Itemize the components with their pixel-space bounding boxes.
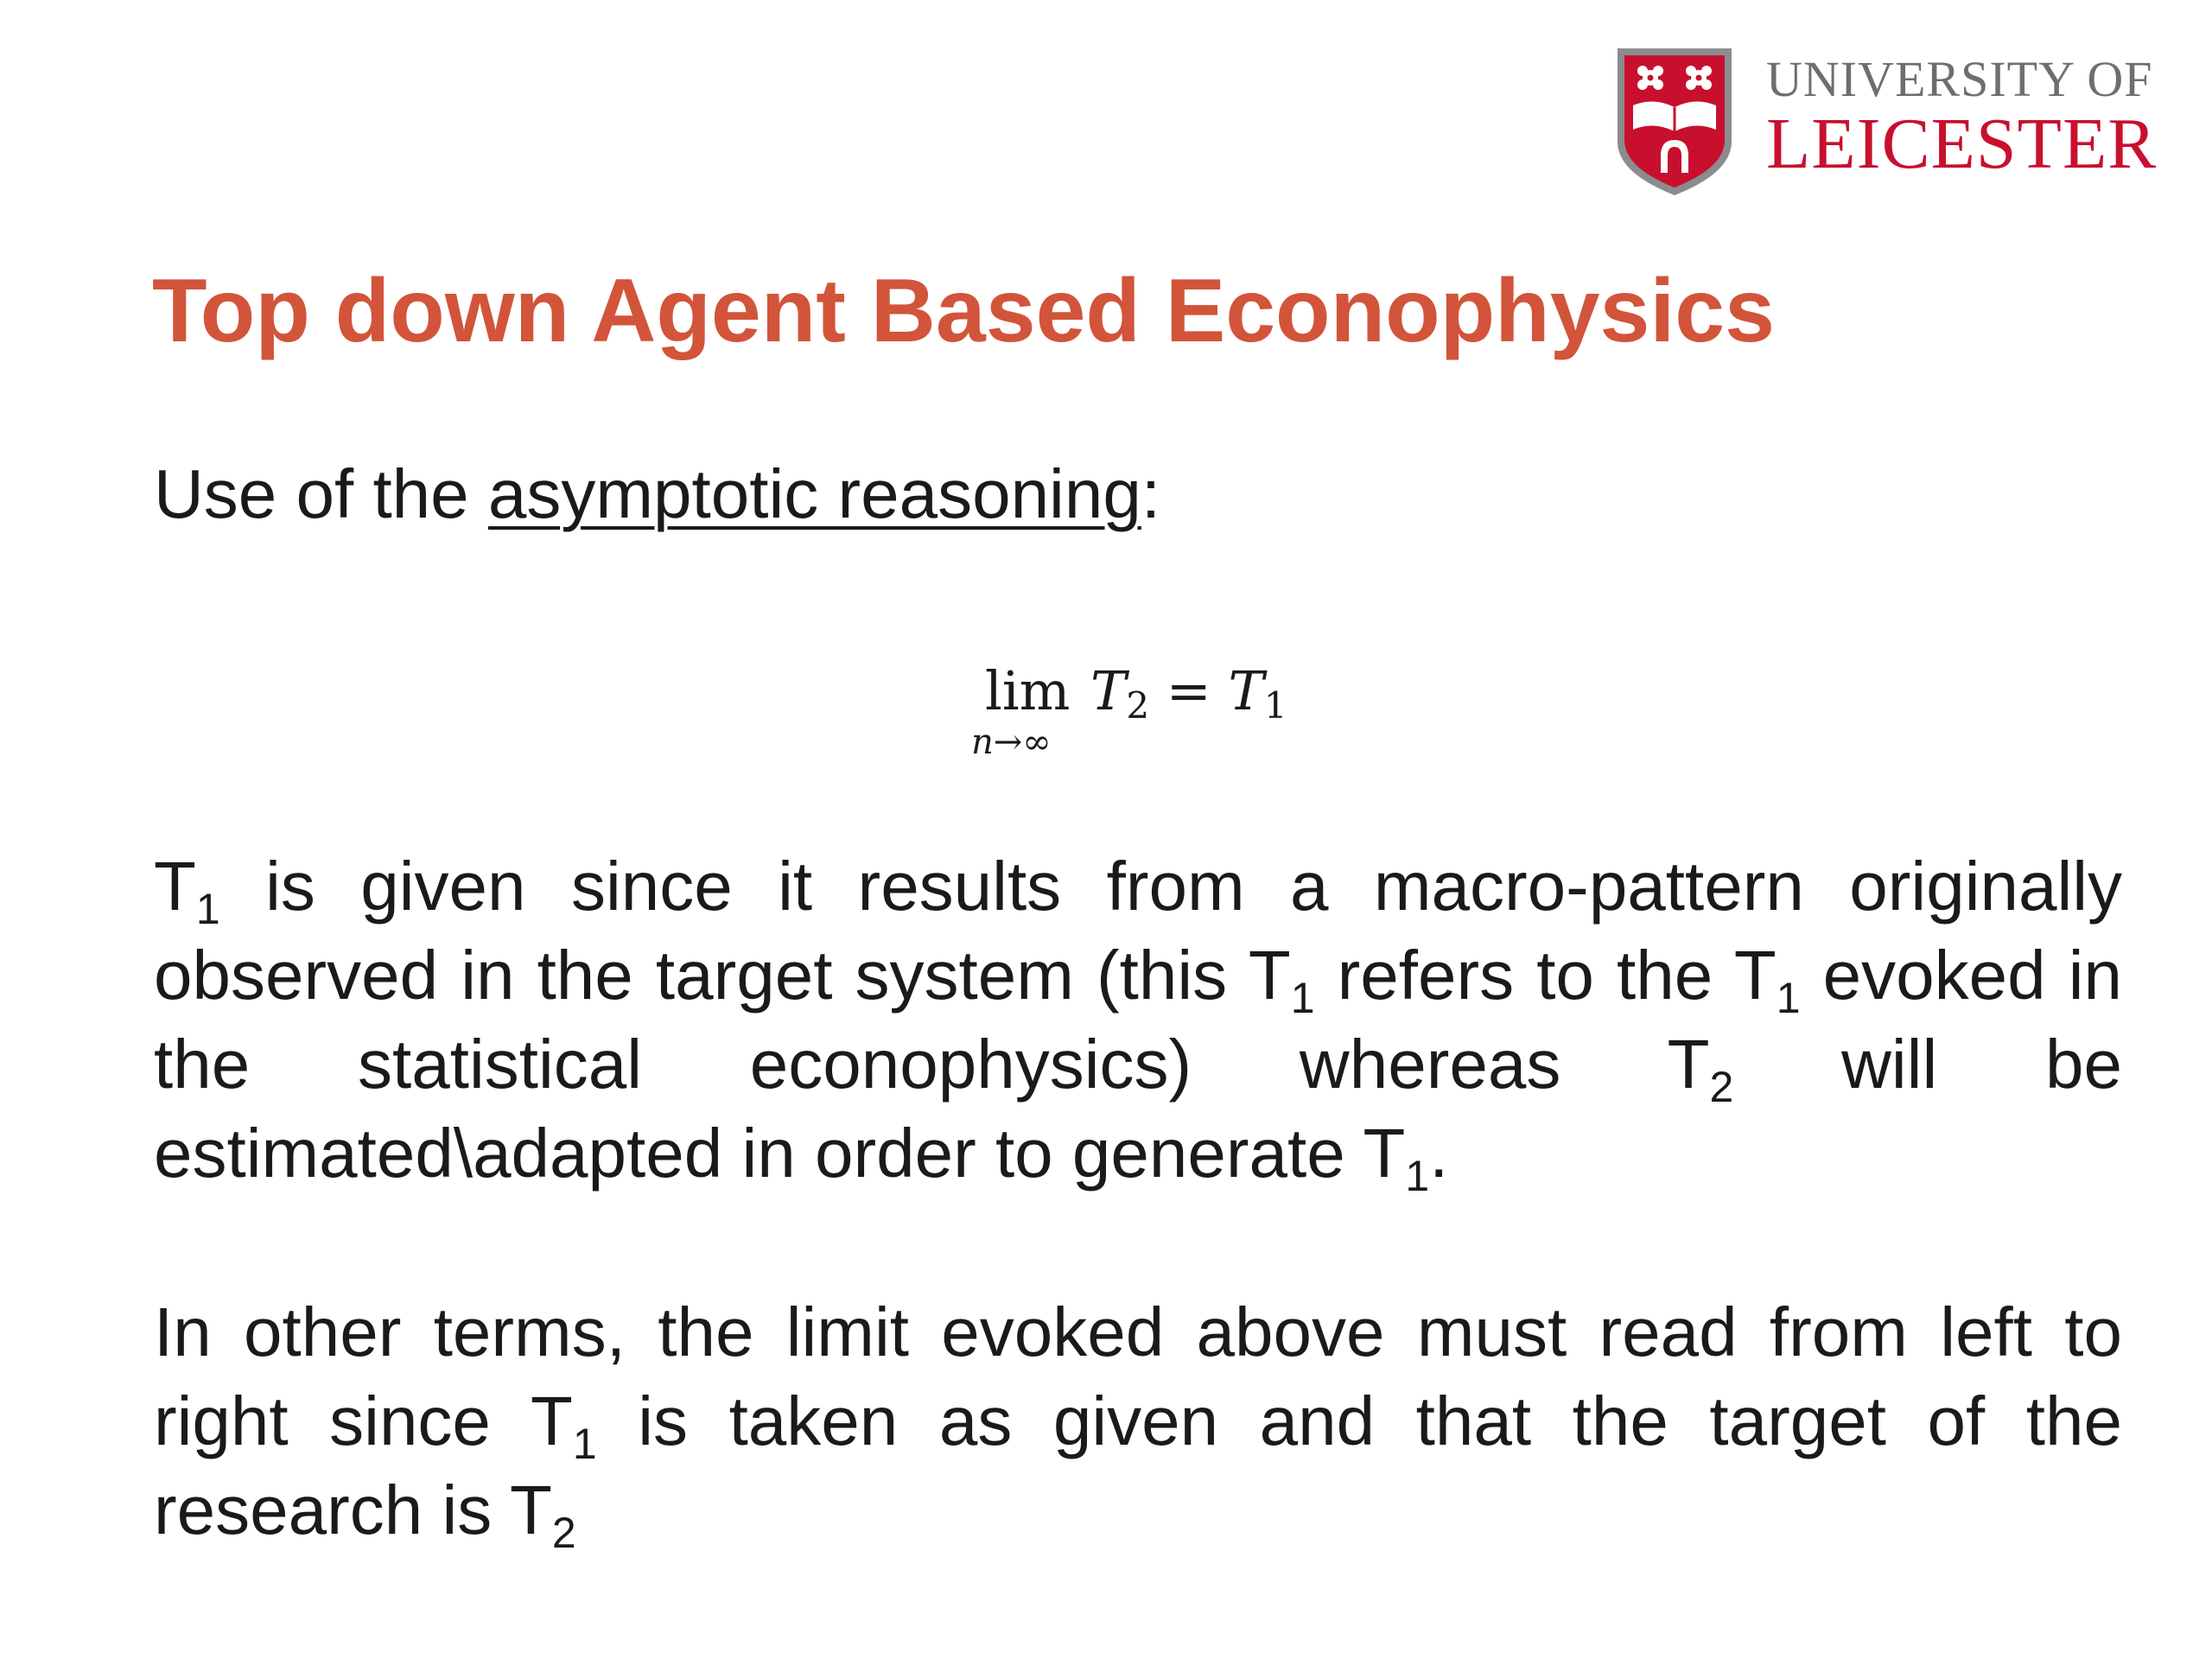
para1-text: will be estimated\adapted in order to generate T: [154, 1026, 2122, 1192]
para1-sub: 1: [1776, 974, 1801, 1022]
logo-line-leicester: LEICESTER: [1766, 104, 2158, 184]
para1-sub: 1: [1290, 974, 1315, 1022]
equation-rhs-var: T: [1228, 659, 1264, 722]
para1-text: is given since it results from a macro-pattern originally observed in the target system (this T: [154, 848, 2122, 1014]
equation-body: [1090, 657, 1287, 741]
equation-lhs-var: T: [1090, 659, 1127, 722]
limit-equation: [950, 657, 1348, 786]
slide-title: Top down Agent Based Econophysics: [152, 261, 1775, 361]
asymptotic-reasoning-link[interactable]: asymptotic reasoning: [487, 455, 1141, 532]
intro-line: [154, 451, 1160, 537]
para1-text: refers to the T: [1314, 937, 1777, 1014]
equation-limit-subscript: n→∞: [971, 722, 1052, 762]
para1-text: .: [1429, 1115, 1449, 1192]
para1-sub: 1: [195, 885, 220, 933]
equation-lhs-sub: 2: [1126, 684, 1150, 727]
para2-sub: 1: [572, 1420, 597, 1468]
equation-equals: =: [1149, 659, 1229, 722]
logo-line-university-of: UNIVERSITY OF: [1766, 51, 2153, 107]
intro-text: Use of the: [154, 455, 488, 532]
paragraph-limit-direction: [154, 1287, 2123, 1557]
equation-rhs-sub: 1: [1263, 684, 1287, 727]
paragraph-t1-explanation: [154, 842, 2122, 1198]
para1-t: T: [154, 848, 196, 925]
para1-text: evoked in the statistical econophysics) whereas T: [154, 937, 2123, 1103]
para2-text: is taken as given and that the target of the research is T: [154, 1382, 2123, 1548]
para1-sub: 1: [1405, 1152, 1430, 1200]
intro-colon: :: [1141, 455, 1161, 532]
logo-wordmark: [1766, 51, 2158, 184]
university-shield-icon: [1614, 45, 1735, 199]
para2-text: In other terms, the limit evoked above must read from left to right since T: [154, 1294, 2122, 1459]
university-logo: [1614, 45, 2184, 209]
para1-sub: 2: [1709, 1063, 1734, 1111]
equation-lim: lim: [985, 659, 1071, 722]
para2-sub: 2: [551, 1509, 576, 1557]
